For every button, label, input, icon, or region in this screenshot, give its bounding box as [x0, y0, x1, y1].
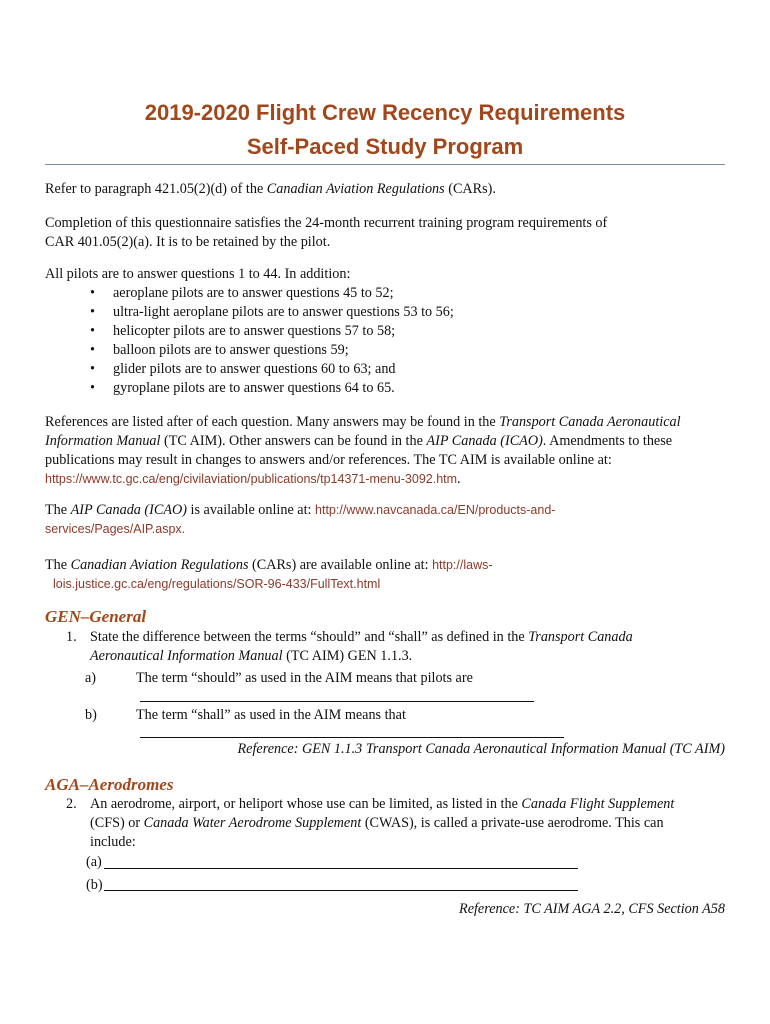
cars-link[interactable]: http://laws- — [432, 558, 493, 572]
list-item: • aeroplane pilots are to answer questions 45 to 52; — [90, 284, 454, 303]
pilot-bullet-list — [90, 284, 454, 398]
reference-aga: Reference: TC AIM AGA 2.2, CFS Section A58 — [459, 901, 725, 917]
page-title — [0, 96, 770, 164]
list-item: • helicopter pilots are to answer questions 57 to 58; — [90, 322, 454, 341]
section-heading-gen: GEN–General — [45, 607, 147, 626]
answer-line-a[interactable] — [104, 868, 578, 869]
intro-paragraph-2: Completion of this questionnaire satisfies the 24-month recurrent training program requirements of CAR 401.05(2)(a). It is to be retained by the pilot. — [45, 215, 608, 250]
question-2: 2. An aerodrome, airport, or heliport whose use can be limited, as listed in the Canada Flight Supplement (CFS) or Canada Water Aerodrome Supplement (CWAS), is called a private-use aerodrome. This can include: — [66, 796, 675, 850]
list-item: • glider pilots are to answer questions 60 to 63; and — [90, 360, 454, 379]
references-paragraph: References are listed after of each question. Many answers may be found in the Transport Canada Aeronautical Information Manual (TC AIM). Other answers can be found in the AIP Canada (ICAO). Amendments to these publications may result in changes to answers and/or references. The TC AIM is available online at: https://www.tc.gc.ca/eng/civilaviation/publications/tp14371-menu-3092.htm. — [45, 414, 681, 487]
list-item: • balloon pilots are to answer questions 59; — [90, 341, 454, 360]
answer-prompt-a: The term “should” as used in the AIM means that pilots are — [136, 670, 473, 686]
reference-gen: Reference: GEN 1.1.3 Transport Canada Aeronautical Information Manual (TC AIM) — [237, 741, 725, 757]
intro-paragraph-1: Refer to paragraph 421.05(2)(d) of the Canadian Aviation Regulations (CARs). — [45, 181, 496, 197]
question-number: 2. — [66, 796, 77, 812]
answer-label-b: (b) — [86, 877, 103, 893]
title-line-1: 2019-2020 Flight Crew Recency Requirements — [144, 100, 626, 125]
cars-paragraph: The Canadian Aviation Regulations (CARs) are available online at: http://laws- lois.justice.gc.ca/eng/regulations/SOR-96-433/FullText.html — [45, 556, 735, 594]
answer-label-a: a) — [85, 670, 97, 686]
cars-link-continued[interactable]: lois.justice.gc.ca/eng/regulations/SOR-96-433/FullText.html — [53, 577, 381, 591]
answer-prompt-b: The term “shall” as used in the AIM means that — [136, 707, 406, 723]
aip-paragraph: The AIP Canada (ICAO) is available online at: http://www.navcanada.ca/EN/products-and- services/Pages/AIP.aspx. — [45, 501, 735, 539]
answer-line-a[interactable] — [140, 701, 534, 702]
question-1: 1. State the difference between the terms “should” and “shall” as defined in the Transport Canada Aeronautical Information Manual (TC AIM) GEN 1.1.3. — [66, 629, 633, 664]
tc-aim-link[interactable]: https://www.tc.gc.ca/eng/civilaviation/publications/tp14371-menu-3092.htm — [45, 472, 458, 486]
list-item: • ultra-light aeroplane pilots are to answer questions 53 to 56; — [90, 303, 454, 322]
answer-label-b: b) — [85, 707, 97, 723]
title-line-2: Self-Paced Study Program — [246, 134, 524, 159]
section-heading-aga: AGA–Aerodromes — [45, 775, 174, 794]
answer-line-b[interactable] — [140, 737, 564, 738]
aip-link-continued[interactable]: services/Pages/AIP.aspx. — [45, 522, 186, 536]
list-item: • gyroplane pilots are to answer questions 64 to 65. — [90, 379, 454, 398]
answer-label-a: (a) — [86, 854, 102, 870]
question-number: 1. — [66, 629, 77, 645]
intro-paragraph-3: All pilots are to answer questions 1 to 44. In addition: — [45, 266, 351, 282]
answer-line-b[interactable] — [104, 890, 578, 891]
aip-link[interactable]: http://www.navcanada.ca/EN/products-and- — [315, 503, 556, 517]
title-divider — [45, 164, 725, 165]
